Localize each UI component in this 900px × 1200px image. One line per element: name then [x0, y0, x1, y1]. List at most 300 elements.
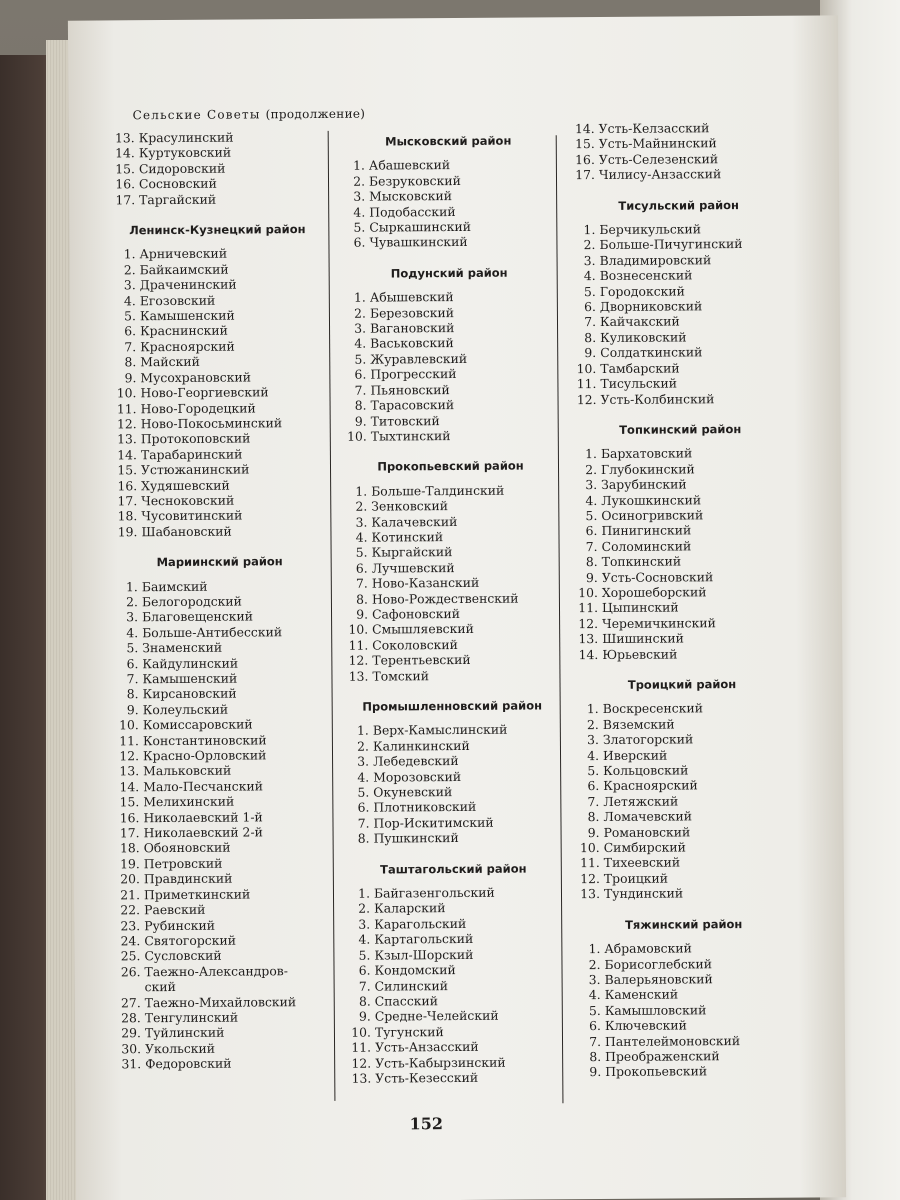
council-name: Красулинский	[138, 129, 234, 146]
council-name: Святогорский	[144, 932, 237, 949]
council-list	[107, 129, 328, 208]
council-item	[345, 753, 560, 770]
council-item	[571, 221, 786, 238]
council-name: Усть-Келзасский	[598, 120, 710, 136]
council-number: 5.	[587, 763, 600, 779]
council-item	[572, 298, 787, 315]
council-name: Вагановский	[369, 320, 455, 336]
council-number: 3.	[355, 514, 368, 530]
council-number: 7.	[357, 815, 370, 831]
council-name: Рубинский	[144, 917, 216, 933]
district-block	[343, 459, 560, 684]
council-number: 5.	[354, 351, 367, 367]
council-item	[345, 814, 560, 831]
council-number: 1.	[356, 723, 369, 739]
council-number: 6.	[126, 655, 139, 671]
council-name: Байгазенгольский	[373, 884, 495, 901]
council-name: Берчикульский	[599, 221, 702, 238]
council-item	[344, 651, 559, 668]
council-number: 10.	[116, 385, 137, 401]
council-name: Камышенский	[142, 670, 238, 687]
council-item	[342, 289, 557, 306]
district-title: Троицкий район	[627, 677, 737, 692]
council-number: 15.	[119, 794, 140, 810]
council-item	[344, 667, 559, 684]
council-number: 4.	[357, 769, 370, 785]
book-page	[68, 15, 846, 1200]
council-item	[111, 701, 331, 718]
council-name: Каларский	[374, 900, 446, 917]
council-item	[344, 559, 559, 576]
council-number: 15.	[117, 462, 138, 478]
council-item	[577, 1017, 792, 1034]
council-number: 5.	[585, 507, 598, 524]
council-item	[347, 1038, 562, 1055]
council-item	[113, 1055, 333, 1072]
council-name: Белогородский	[141, 593, 242, 610]
council-name: Борисоглебский	[604, 955, 713, 972]
council-item	[577, 1001, 792, 1018]
council-list	[342, 289, 558, 445]
council-number: 12.	[116, 416, 137, 432]
council-number: 10.	[347, 428, 367, 444]
council-name: Усть-Колбинский	[600, 390, 715, 407]
council-item	[109, 430, 329, 447]
council-item	[347, 1054, 562, 1071]
council-number: 12.	[351, 1055, 372, 1071]
council-number: 28.	[121, 1010, 141, 1026]
council-name: Усть-Кабырзинский	[375, 1054, 506, 1071]
council-number: 3.	[123, 277, 136, 293]
council-number: 12.	[580, 870, 600, 887]
council-item	[572, 282, 787, 299]
council-item-continuation	[113, 978, 333, 995]
council-name: Средне-Челейский	[374, 1008, 499, 1024]
council-item	[108, 353, 328, 370]
council-number: 14.	[117, 446, 137, 463]
council-item	[571, 135, 786, 152]
council-number: 11.	[578, 600, 599, 616]
council-number: 3.	[126, 609, 139, 625]
council-name: Камышловский	[604, 1001, 707, 1018]
council-number: 8.	[126, 686, 139, 702]
council-item	[112, 870, 332, 887]
council-number: 3.	[587, 732, 599, 748]
council-list	[107, 245, 329, 539]
council-name: Плотниковский	[373, 799, 477, 816]
council-name: Таежно-Михайловский	[144, 993, 297, 1010]
council-item	[110, 593, 330, 610]
council-item	[111, 747, 331, 764]
council-item	[576, 940, 791, 957]
council-item	[110, 624, 330, 641]
council-number: 12.	[578, 615, 599, 631]
council-number: 9.	[589, 1064, 602, 1080]
council-number: 2.	[586, 716, 599, 732]
council-number: 5.	[358, 947, 371, 963]
council-item	[341, 157, 556, 174]
council-name: Златогорский	[602, 731, 694, 748]
district-title: Топкинский район	[619, 421, 742, 437]
council-item	[341, 234, 556, 251]
council-number: 1.	[125, 578, 138, 594]
council-name: Ново-Рождественский	[371, 590, 519, 607]
council-name: Сидоровский	[138, 160, 226, 177]
council-item	[344, 544, 559, 561]
council-name: Соколовский	[372, 636, 458, 653]
council-item	[577, 1063, 792, 1080]
council-name: Худяшевский	[141, 477, 230, 493]
council-name: Правдинский	[143, 870, 233, 887]
council-list	[576, 940, 792, 1080]
council-name: Туйлинский	[144, 1024, 225, 1041]
council-name: Черемичкинский	[602, 614, 716, 631]
council-item	[112, 855, 332, 872]
council-number: 15.	[574, 136, 595, 152]
council-name: Морозовский	[373, 768, 462, 785]
council-item	[110, 670, 330, 687]
council-list	[571, 221, 787, 407]
council-name: Куликовский	[600, 329, 687, 345]
council-name: Кайдулинский	[142, 655, 239, 671]
council-number: 4.	[358, 931, 371, 947]
council-name: Владимировский	[599, 252, 712, 268]
council-item	[112, 839, 332, 856]
council-item	[343, 513, 558, 530]
district-block	[110, 554, 334, 1072]
council-name: Пушкинский	[373, 830, 459, 846]
council-number: 9.	[584, 345, 597, 361]
council-number: 3.	[353, 188, 366, 204]
council-item	[572, 252, 787, 269]
council-item	[347, 1069, 562, 1086]
council-name: Мысковский	[369, 188, 453, 204]
council-number: 4.	[353, 204, 366, 220]
council-number: 4.	[583, 268, 596, 284]
council-number: 1.	[588, 941, 601, 957]
council-item	[108, 338, 328, 355]
council-item	[108, 261, 328, 278]
district-block	[107, 222, 329, 540]
council-name: Егозовский	[139, 292, 216, 308]
council-item	[108, 322, 328, 339]
council-item	[573, 522, 788, 539]
council-number: 8.	[354, 397, 367, 413]
council-number: 29.	[121, 1025, 142, 1041]
council-item	[109, 461, 329, 478]
council-number: 2.	[123, 262, 136, 278]
council-number: 21.	[120, 886, 141, 903]
district-title: Таштагольский район	[380, 861, 527, 877]
council-number: 2.	[357, 738, 370, 754]
council-number: 17.	[117, 493, 138, 509]
council-name: Кайчакский	[599, 313, 680, 330]
council-name: Драченинский	[139, 276, 237, 293]
council-item	[575, 793, 790, 810]
council-number: 10.	[348, 621, 369, 638]
council-number: 7.	[124, 339, 137, 355]
council-item	[342, 335, 557, 352]
council-number: 6.	[357, 800, 370, 816]
council-number: 4.	[587, 747, 600, 763]
council-item	[112, 886, 332, 903]
council-item	[111, 685, 331, 702]
council-item	[576, 870, 791, 887]
council-number: 3.	[585, 477, 598, 493]
council-number: 5.	[126, 640, 139, 656]
council-name: Краснинский	[140, 323, 228, 339]
council-item	[112, 947, 332, 964]
council-number: 6.	[585, 523, 598, 539]
council-number: 3.	[357, 753, 370, 769]
council-item	[342, 381, 557, 398]
council-number: 14.	[119, 779, 140, 795]
council-number: 13.	[119, 763, 140, 779]
council-item	[574, 537, 789, 554]
council-number: 19.	[119, 856, 140, 872]
district-block	[576, 916, 792, 1080]
council-number: 7.	[589, 1033, 602, 1049]
council-name: Тарабаринский	[140, 446, 243, 462]
council-item	[343, 412, 558, 429]
council-item	[576, 839, 791, 856]
council-name: Калинкинский	[372, 737, 470, 754]
council-item	[345, 737, 560, 754]
council-list	[575, 700, 791, 902]
council-item	[572, 375, 787, 392]
council-name: Колеульский	[142, 701, 229, 718]
council-item	[346, 946, 561, 963]
council-number: 7.	[355, 575, 368, 591]
council-name: Мальковский	[143, 763, 232, 779]
council-number: 6.	[355, 560, 368, 576]
council-name: Байкаимский	[139, 261, 229, 278]
council-name: Усть-Селезенский	[598, 150, 719, 167]
council-name: Лукошкинский	[601, 491, 702, 508]
council-name: Абашевский	[368, 157, 451, 174]
council-number: 6.	[124, 323, 137, 339]
council-name: Дворниковский	[599, 298, 703, 315]
council-name: Цыпинский	[601, 599, 679, 616]
council-list	[346, 884, 562, 1086]
council-item	[577, 971, 792, 988]
council-list	[573, 445, 790, 662]
council-number: 10.	[119, 717, 139, 733]
council-name: Юрьевский	[602, 646, 678, 662]
council-number: 7.	[585, 538, 598, 554]
council-name: Шабановский	[141, 523, 232, 539]
council-name: Осиногривский	[601, 507, 704, 523]
council-name: Тундинский	[603, 885, 684, 902]
district-title: Тяжинский район	[624, 916, 743, 932]
council-number: 3.	[583, 252, 596, 268]
council-number: 4.	[354, 336, 367, 352]
council-item	[341, 218, 556, 235]
council-name: Больше-Антибесский	[142, 624, 283, 640]
council-item	[112, 916, 332, 933]
council-name: Раевский	[144, 901, 206, 918]
council-name: Майский	[140, 354, 200, 370]
council-number: 12.	[119, 748, 140, 764]
council-number: 31.	[121, 1056, 142, 1072]
council-name: Окуневский	[373, 784, 453, 800]
council-name: Абышевский	[369, 289, 454, 305]
council-item	[576, 885, 791, 902]
council-name: Ново-Казанский	[371, 575, 480, 591]
council-number: 11.	[580, 855, 600, 871]
district-block	[345, 698, 561, 846]
council-item	[113, 993, 333, 1010]
council-item	[572, 267, 787, 284]
section-title-text: Сельские Советы	[132, 107, 261, 123]
council-item	[571, 151, 786, 168]
council-item	[108, 384, 328, 401]
council-name: Томский	[372, 667, 430, 684]
council-item	[575, 777, 790, 794]
council-item	[107, 191, 327, 208]
council-name: Котинский	[371, 529, 444, 545]
council-name: Городокский	[599, 283, 685, 299]
council-name: Пор-Искитимский	[373, 814, 494, 831]
council-name: Соломинский	[601, 538, 692, 554]
council-number: 16.	[115, 176, 136, 192]
council-item	[575, 700, 790, 717]
council-item	[345, 768, 560, 785]
council-name: Преображенский	[605, 1048, 720, 1064]
council-number: 3.	[354, 320, 367, 336]
council-number: 13.	[117, 431, 137, 447]
council-name: Чувашкинский	[369, 234, 468, 251]
council-name: Березовский	[369, 304, 455, 321]
council-name: Укольский	[145, 1040, 216, 1056]
council-number: 16.	[117, 477, 138, 493]
council-name: Кирсановский	[142, 685, 237, 702]
district-title: Прокопьевский район	[377, 458, 524, 474]
council-number: 19.	[117, 523, 138, 540]
council-number: 8.	[587, 809, 600, 825]
column-3	[571, 120, 793, 1096]
council-name: Ключевский	[604, 1017, 687, 1034]
council-item	[110, 577, 330, 594]
council-item	[344, 605, 559, 622]
council-number: 2.	[585, 461, 598, 477]
council-name: Лебедевский	[373, 753, 459, 769]
council-number: 30.	[121, 1040, 142, 1057]
council-item	[107, 175, 327, 192]
council-item	[341, 188, 556, 205]
council-number: 9.	[354, 413, 367, 429]
district-block	[571, 120, 786, 183]
council-name: Спасский	[374, 993, 439, 1009]
council-item	[113, 1009, 333, 1026]
council-list	[571, 120, 786, 183]
council-number: 14.	[578, 646, 599, 662]
council-name: Шишинский	[602, 630, 684, 647]
council-item	[346, 931, 561, 948]
council-name: Летяжский	[603, 793, 679, 809]
council-number: 16.	[575, 151, 595, 167]
council-item	[576, 854, 791, 871]
district-title: Тисульский район	[618, 197, 740, 213]
council-name: Титовский	[370, 412, 440, 429]
council-name: Смышляевский	[372, 621, 474, 637]
council-item	[109, 476, 329, 493]
council-name: Васьковский	[370, 335, 454, 352]
council-name: Арничевский	[139, 246, 228, 262]
council-item	[571, 236, 786, 253]
council-name: Кзыл-Шорский	[374, 946, 474, 963]
council-number: 8.	[584, 329, 597, 345]
council-number: 24.	[120, 933, 141, 949]
council-number: 6.	[358, 962, 371, 978]
council-item	[346, 830, 561, 847]
council-item	[107, 129, 327, 146]
council-item	[344, 621, 559, 638]
council-number: 22.	[120, 902, 141, 918]
council-name: Приметкинский	[143, 886, 251, 902]
council-item	[343, 396, 558, 413]
council-item	[110, 639, 330, 656]
council-name: Верх-Камыслинский	[372, 722, 508, 738]
council-name: Солдаткинский	[600, 344, 703, 361]
council-list	[345, 722, 561, 847]
council-number: 8.	[358, 993, 371, 1009]
council-item	[574, 630, 789, 647]
council-item	[111, 732, 331, 749]
council-item	[112, 901, 332, 918]
council-name: Усть-Майнинский	[598, 135, 717, 152]
council-name: Мусохрановский	[140, 369, 252, 385]
council-name: Карагольский	[374, 915, 467, 932]
council-number: 10.	[578, 584, 598, 601]
council-name: Усть-Анзасский	[375, 1038, 479, 1055]
council-number: 5.	[357, 784, 370, 800]
council-number: 27.	[120, 994, 141, 1010]
council-name: Баимский	[141, 578, 208, 594]
council-number: 2.	[588, 956, 601, 972]
council-item	[343, 528, 558, 545]
council-number: 17.	[115, 191, 136, 207]
council-item	[577, 986, 792, 1003]
council-number: 9.	[126, 702, 139, 718]
council-item	[576, 955, 791, 972]
district-block	[341, 133, 557, 250]
column-2	[341, 133, 563, 1102]
council-name: Сыркашинский	[369, 218, 472, 235]
council-item	[342, 319, 557, 336]
council-number: 9.	[358, 1008, 371, 1025]
council-name: Чусовитинский	[141, 507, 243, 524]
council-number: 1.	[583, 222, 596, 238]
council-number: 13.	[114, 130, 135, 146]
council-name: Ломачевский	[603, 808, 693, 825]
council-item	[345, 783, 560, 800]
council-number: 15.	[115, 161, 135, 177]
council-name: Кольцовский	[603, 762, 689, 779]
council-name: Романовский	[603, 824, 691, 840]
council-item	[344, 636, 559, 653]
council-name: Пинигинский	[601, 522, 692, 539]
council-name: Больше-Талдинский	[371, 482, 505, 499]
council-name: Троицкий	[603, 870, 669, 886]
council-number: 9.	[356, 606, 369, 622]
council-item	[571, 166, 786, 183]
council-number: 2.	[354, 305, 366, 321]
council-item	[112, 932, 332, 949]
council-number: 2.	[358, 901, 371, 917]
council-item	[107, 160, 327, 177]
council-number: 2.	[126, 594, 138, 610]
